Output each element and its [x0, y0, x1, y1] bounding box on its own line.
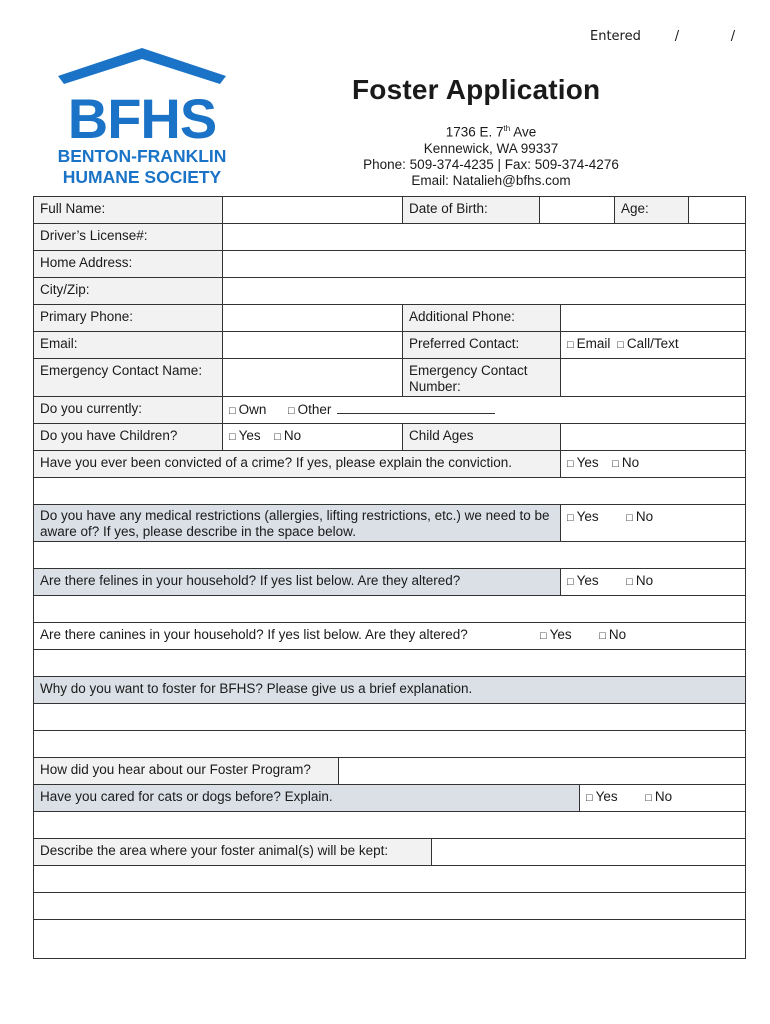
row-home-address	[33, 251, 746, 278]
canines-yes-checkbox[interactable]: □	[540, 630, 547, 642]
children-yes-checkbox[interactable]: □	[229, 431, 236, 443]
license-label: Driver’s License#:	[34, 224, 222, 250]
children-label: Do you have Children?	[34, 424, 222, 450]
entered-date	[590, 29, 735, 44]
crime-yes-checkbox[interactable]: □	[567, 458, 574, 470]
row-full-name	[33, 196, 746, 224]
dob-label: Date of Birth:	[402, 197, 539, 223]
felines-answer-field[interactable]	[33, 596, 746, 623]
row-felines	[33, 569, 746, 596]
row-emergency	[33, 359, 746, 397]
dob-field[interactable]	[539, 197, 614, 223]
felines-no-checkbox[interactable]: □	[626, 576, 633, 588]
why-answer-field-2[interactable]	[33, 731, 746, 758]
area-answer-field-1[interactable]	[33, 866, 746, 893]
medical-yes-checkbox[interactable]: □	[567, 512, 574, 524]
entered-label: Entered	[590, 29, 641, 44]
logo-org-line2: HUMANE SOCIETY	[62, 167, 222, 187]
row-city-zip	[33, 278, 746, 305]
area-field[interactable]	[431, 839, 745, 865]
row-why	[33, 677, 746, 704]
full-name-field[interactable]	[222, 197, 402, 223]
emergency-name-field[interactable]	[222, 359, 402, 396]
crime-question: Have you ever been convicted of a crime? If yes, please explain the conviction.	[34, 451, 560, 477]
age-field[interactable]	[688, 197, 745, 223]
city-zip-field[interactable]	[222, 278, 745, 304]
row-hear	[33, 758, 746, 785]
street-line: 1736 E. 7th Ave	[445, 124, 537, 140]
row-currently	[33, 397, 746, 424]
page-title: Foster Application	[352, 74, 601, 105]
hear-field[interactable]	[338, 758, 745, 784]
child-ages-field[interactable]	[560, 424, 745, 450]
canines-no-checkbox[interactable]: □	[599, 630, 606, 642]
bfhs-logo	[44, 44, 240, 194]
emergency-number-label: Emergency Contact Number:	[402, 359, 560, 396]
cared-no-checkbox[interactable]: □	[645, 792, 652, 804]
cared-answer-field[interactable]	[33, 812, 746, 839]
felines-yes-checkbox[interactable]: □	[567, 576, 574, 588]
additional-phone-field[interactable]	[560, 305, 745, 331]
medical-answer-field[interactable]	[33, 542, 746, 569]
own-checkbox[interactable]: □	[229, 405, 236, 417]
why-question: Why do you want to foster for BFHS? Please give us a brief explanation.	[40, 681, 473, 696]
row-crime	[33, 451, 746, 478]
contact-address	[350, 121, 632, 189]
phone-line: Phone: 509-374-4235 | Fax: 509-374-4276	[363, 156, 619, 172]
medical-options: □ Yes □ No	[560, 505, 745, 541]
emergency-number-field[interactable]	[560, 359, 745, 396]
cared-yes-checkbox[interactable]: □	[586, 792, 593, 804]
call-text-checkbox[interactable]: □	[617, 339, 624, 351]
city-line: Kennewick, WA 99337	[423, 140, 559, 156]
crime-answer-field[interactable]	[33, 478, 746, 505]
entered-sep-1: /	[674, 29, 680, 44]
crime-no-checkbox[interactable]: □	[612, 458, 619, 470]
children-no-checkbox[interactable]: □	[274, 431, 281, 443]
emergency-name-label: Emergency Contact Name:	[34, 359, 222, 396]
svg-text:BFHS: BFHS	[67, 87, 217, 150]
children-options: □ Yes □ No	[222, 424, 402, 450]
canines-options: □ Yes □ No	[540, 627, 627, 642]
additional-phone-label: Additional Phone:	[402, 305, 560, 331]
row-canines	[33, 623, 746, 650]
home-address-field[interactable]	[222, 251, 745, 277]
area-question: Describe the area where your foster animal(s) will be kept:	[34, 839, 431, 865]
area-answer-field-2[interactable]	[33, 893, 746, 920]
row-email	[33, 332, 746, 359]
crime-options: □ Yes □ No	[560, 451, 745, 477]
other-blank[interactable]	[337, 401, 495, 414]
full-name-label: Full Name:	[34, 197, 222, 223]
email-label: Email:	[34, 332, 222, 358]
row-cared	[33, 785, 746, 812]
other-checkbox[interactable]: □	[287, 405, 295, 417]
foster-form	[33, 196, 746, 959]
area-answer-field-3[interactable]	[33, 920, 746, 959]
home-address-label: Home Address:	[34, 251, 222, 277]
primary-phone-label: Primary Phone:	[34, 305, 222, 331]
row-medical	[33, 505, 746, 542]
email-checkbox[interactable]: □	[567, 339, 574, 351]
primary-phone-field[interactable]	[222, 305, 402, 331]
currently-label: Do you currently:	[34, 397, 222, 423]
why-answer-field-1[interactable]	[33, 704, 746, 731]
city-zip-label: City/Zip:	[34, 278, 222, 304]
email-field[interactable]	[222, 332, 402, 358]
child-ages-label: Child Ages	[402, 424, 560, 450]
entered-sep-2: /	[730, 29, 736, 44]
preferred-contact-label: Preferred Contact:	[402, 332, 560, 358]
canines-question: Are there canines in your household? If yes list below. Are they altered?	[40, 627, 468, 642]
row-children	[33, 424, 746, 451]
medical-no-checkbox[interactable]: □	[626, 512, 633, 524]
felines-question: Are there felines in your household? If yes list below. Are they altered?	[34, 569, 560, 595]
email-line: Email: Natalieh@bfhs.com	[411, 172, 571, 188]
felines-options: □ Yes □ No	[560, 569, 745, 595]
hear-question: How did you hear about our Foster Program?	[34, 758, 338, 784]
logo-org-line1: BENTON-FRANKLIN	[57, 146, 227, 166]
medical-question: Do you have any medical restrictions (allergies, lifting restrictions, etc.) we need to be aware of? If yes, please describe in the space below.	[34, 505, 560, 541]
cared-question: Have you cared for cats or dogs before? Explain.	[34, 785, 579, 811]
license-field[interactable]	[222, 224, 745, 250]
row-license	[33, 224, 746, 251]
currently-options: □ Own □ Other	[222, 397, 745, 423]
cared-options: □ Yes □ No	[579, 785, 745, 811]
canines-answer-field[interactable]	[33, 650, 746, 677]
age-label: Age:	[614, 197, 688, 223]
row-area	[33, 839, 746, 866]
preferred-contact-options: □ Email □ Call/Text	[560, 332, 745, 358]
row-phone	[33, 305, 746, 332]
